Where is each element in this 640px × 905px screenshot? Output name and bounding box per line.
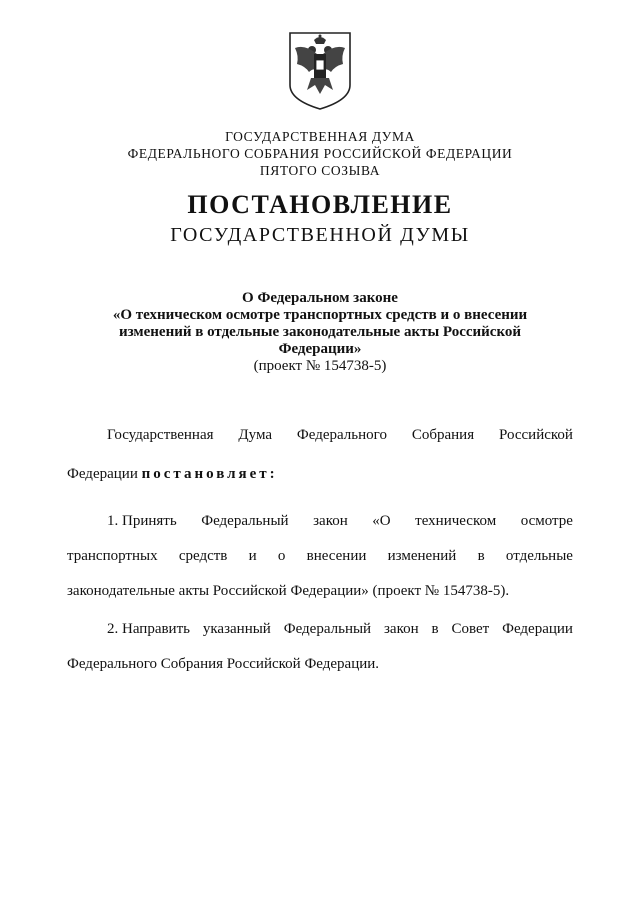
document-subtitle: ГОСУДАРСТВЕННОЙ ДУМЫ bbox=[170, 224, 470, 246]
subject-line-2: «О техническом осмотре транспортных средств и о внесении bbox=[112, 307, 528, 323]
item2-line-2: Федерального Собрания Российской Федерации. bbox=[67, 656, 380, 672]
item1-line-3: законодательные акты Российской Федерации» (проект № 154738-5). bbox=[67, 583, 510, 599]
item1-word: Федеральный bbox=[201, 513, 289, 529]
item1-word: в bbox=[477, 548, 485, 564]
item1-word: отдельные bbox=[505, 548, 573, 564]
item1-line-1 bbox=[107, 513, 573, 530]
item1-word: внесении bbox=[306, 548, 367, 564]
draft-number: (проект № 154738-5) bbox=[253, 358, 387, 374]
item1-word: 1. Принять bbox=[107, 513, 177, 529]
item1-word: осмотре bbox=[520, 513, 573, 529]
russian-coat-of-arms-icon bbox=[287, 30, 353, 112]
item2-line-1 bbox=[107, 621, 573, 638]
item1-word: транспортных bbox=[67, 548, 158, 564]
subject-line-4: Федерации» bbox=[278, 341, 362, 357]
intro-word: Государственная bbox=[107, 427, 214, 443]
intro-word: Собрания bbox=[411, 427, 475, 443]
item1-word: средств bbox=[178, 548, 228, 564]
subject-line-3: изменений в отдельные законодательные акты Российской bbox=[118, 324, 522, 340]
item2-word: указанный bbox=[202, 621, 271, 637]
header-line-federal-assembly: ФЕДЕРАЛЬНОГО СОБРАНИЯ РОССИЙСКОЙ ФЕДЕРАЦИИ bbox=[127, 146, 513, 161]
item2-word: Федеральный bbox=[283, 621, 372, 637]
item1-word: техническом bbox=[415, 513, 497, 529]
item2-word: Совет bbox=[451, 621, 490, 637]
intro-line-2-text: Федерации bbox=[67, 466, 142, 482]
item1-word: «О bbox=[372, 513, 391, 529]
intro-word: Дума bbox=[238, 427, 273, 443]
item1-word: и bbox=[248, 548, 257, 564]
item2-word: закон bbox=[383, 621, 419, 637]
header-line-convocation: ПЯТОГО СОЗЫВА bbox=[259, 163, 381, 178]
item2-word: Федерации bbox=[502, 621, 573, 637]
header-line-duma: ГОСУДАРСТВЕННАЯ ДУМА bbox=[225, 129, 415, 144]
intro-word: Федерального bbox=[296, 427, 387, 443]
item2-word: в bbox=[431, 621, 439, 637]
item1-line-2 bbox=[67, 548, 573, 565]
item1-word: о bbox=[277, 548, 286, 564]
item1-word: закон bbox=[313, 513, 348, 529]
item1-word: изменений bbox=[387, 548, 457, 564]
subject-line-1: О Федеральном законе bbox=[242, 290, 398, 306]
document-title: ПОСТАНОВЛЕНИЕ bbox=[187, 190, 453, 219]
resolves-word: постановляет: bbox=[141, 466, 278, 482]
intro-line-2 bbox=[67, 466, 278, 483]
intro-line-1 bbox=[107, 427, 573, 444]
item2-word: 2. Направить bbox=[107, 621, 190, 637]
intro-word: Российской bbox=[499, 427, 573, 443]
